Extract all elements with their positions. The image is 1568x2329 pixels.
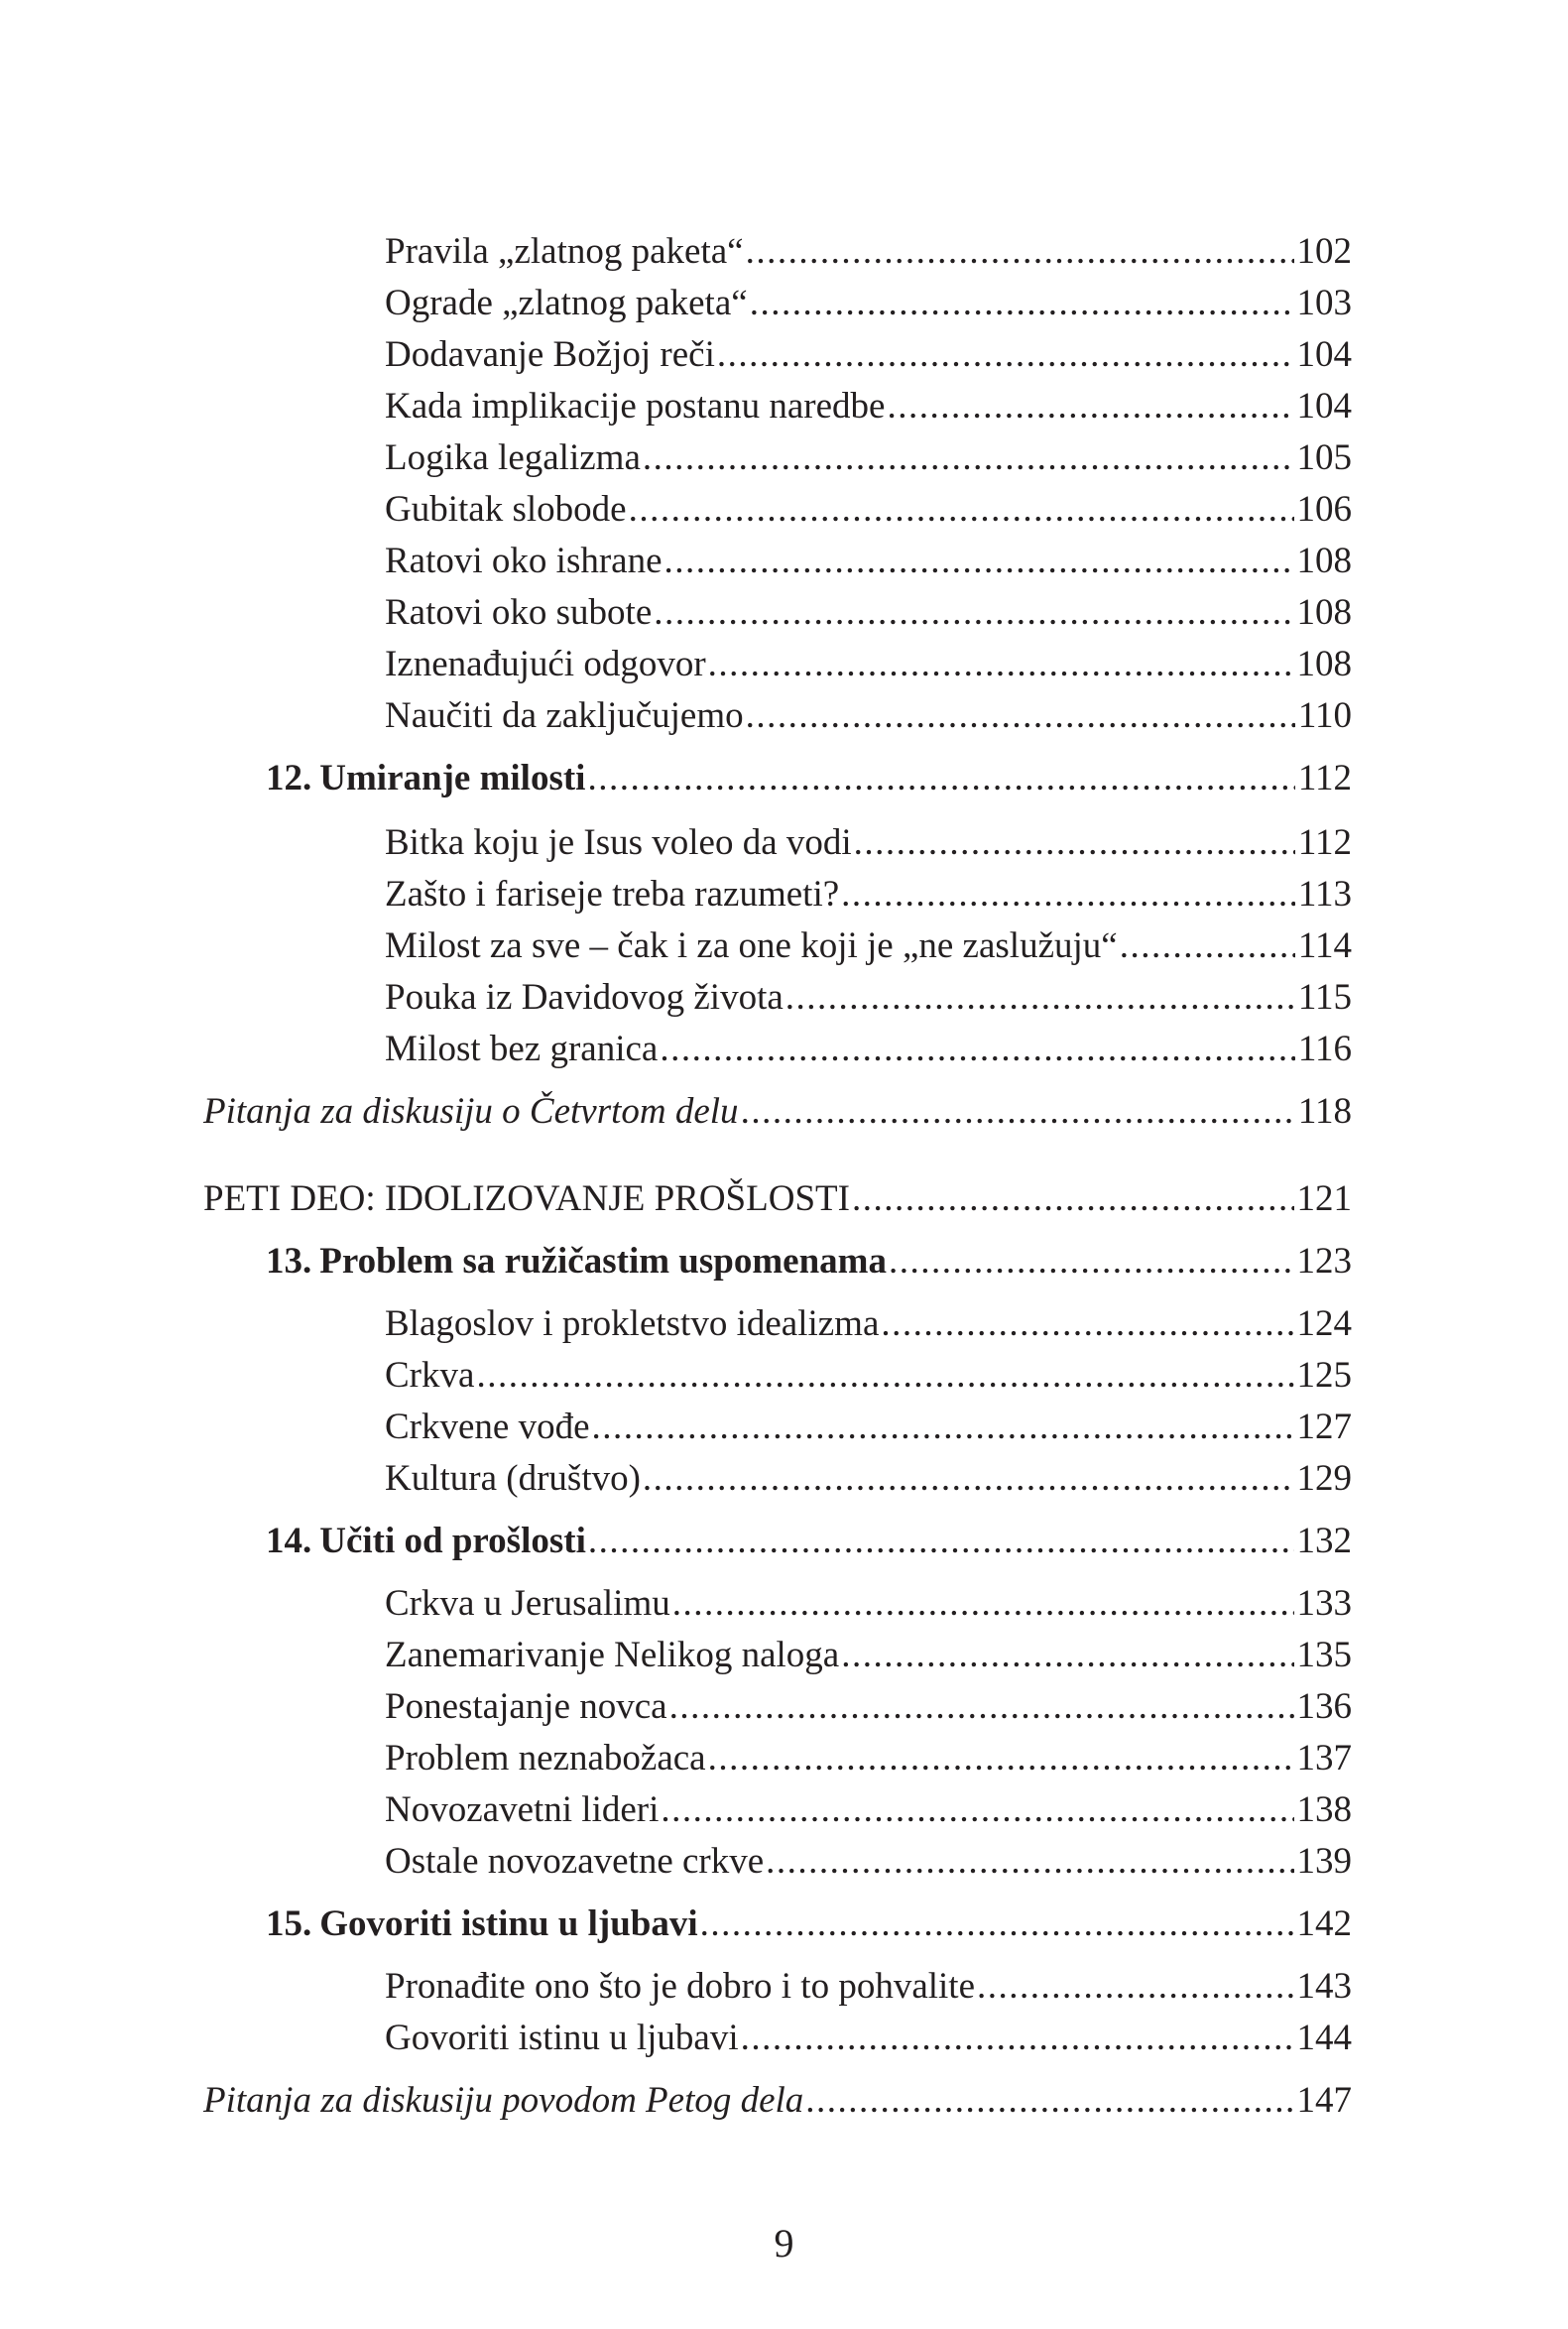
entry-title: Ostale novozavetne crkve bbox=[385, 1841, 765, 1882]
chapter-number: 13. bbox=[266, 1241, 312, 1282]
entry-title: Ratovi oko subote bbox=[385, 592, 653, 633]
entry-title: Zanemarivanje Nelikog naloga bbox=[385, 1635, 840, 1675]
entry-title: Ograde „zlatnog paketa“ bbox=[385, 283, 748, 323]
dot-leader bbox=[643, 1460, 1294, 1497]
entry-title: Logika legalizma bbox=[385, 437, 641, 478]
toc-section-entry bbox=[385, 1791, 1352, 1828]
toc-section-entry bbox=[385, 285, 1352, 321]
entry-page-number: 115 bbox=[1297, 977, 1352, 1018]
entry-page-number: 133 bbox=[1296, 1583, 1352, 1624]
entry-title: Govoriti istinu u ljubavi bbox=[385, 2018, 739, 2058]
toc-chapter-entry bbox=[266, 1523, 1352, 1559]
toc-section-entry bbox=[385, 927, 1352, 964]
toc-section-entry bbox=[385, 439, 1352, 476]
dot-leader bbox=[805, 2082, 1293, 2119]
dot-leader bbox=[587, 760, 1294, 797]
entry-page-number: 129 bbox=[1296, 1458, 1352, 1499]
entry-page-number: 139 bbox=[1296, 1841, 1352, 1882]
toc-section-entry bbox=[385, 646, 1352, 682]
toc-section-entry bbox=[385, 1688, 1352, 1725]
dot-leader bbox=[841, 876, 1295, 913]
entry-title: Gubitak slobode bbox=[385, 489, 627, 530]
entry-title: Pitanja za diskusiju o Četvrtom delu bbox=[203, 1091, 739, 1132]
entry-title: Problem sa ružičastim uspomenama bbox=[319, 1241, 887, 1282]
entry-title: Crkvene vođe bbox=[385, 1407, 590, 1447]
dot-leader bbox=[746, 233, 1294, 270]
toc-section-entry bbox=[385, 1409, 1352, 1445]
dot-leader bbox=[766, 1843, 1293, 1880]
entry-page-number: 147 bbox=[1296, 2080, 1352, 2121]
dot-leader bbox=[708, 1740, 1294, 1777]
entry-title: Crkva bbox=[385, 1355, 475, 1396]
entry-title: Pravila „zlatnog paketa“ bbox=[385, 231, 744, 272]
entry-page-number: 127 bbox=[1296, 1407, 1352, 1447]
dot-leader bbox=[672, 1585, 1294, 1622]
entry-title: PETI DEO: IDOLIZOVANJE PROŠLOSTI bbox=[203, 1178, 850, 1219]
toc-section-entry bbox=[385, 1740, 1352, 1777]
entry-page-number: 112 bbox=[1297, 822, 1352, 863]
toc-section-entry bbox=[385, 2020, 1352, 2056]
dot-leader bbox=[660, 1031, 1295, 1067]
entry-page-number: 106 bbox=[1296, 489, 1352, 530]
toc-section-entry bbox=[385, 979, 1352, 1016]
toc-section-entry bbox=[385, 336, 1352, 373]
entry-page-number: 136 bbox=[1296, 1686, 1352, 1727]
entry-title: Pronađite ono što je dobro i to pohvalite bbox=[385, 1966, 975, 2007]
entry-title: Novozavetni lideri bbox=[385, 1789, 660, 1830]
dot-leader bbox=[700, 1905, 1294, 1942]
toc-section-entry bbox=[385, 1968, 1352, 2005]
chapter-number: 15. bbox=[266, 1903, 312, 1944]
dot-leader bbox=[1120, 927, 1295, 964]
entry-title: Milost za sve – čak i za one koji je „ne zaslužuju“ bbox=[385, 925, 1118, 966]
dot-leader bbox=[476, 1357, 1293, 1394]
dot-leader bbox=[664, 543, 1294, 579]
toc-section-entry bbox=[385, 1460, 1352, 1497]
entry-title: Crkva u Jerusalimu bbox=[385, 1583, 670, 1624]
toc-section-entry bbox=[385, 233, 1352, 270]
entry-title: Iznenađujući odgovor bbox=[385, 644, 706, 684]
dot-leader bbox=[741, 1093, 1295, 1130]
entry-page-number: 124 bbox=[1296, 1303, 1352, 1344]
dot-leader bbox=[629, 491, 1294, 528]
entry-page-number: 116 bbox=[1297, 1029, 1352, 1069]
entry-title: Ponestajanje novca bbox=[385, 1686, 667, 1727]
entry-page-number: 108 bbox=[1296, 644, 1352, 684]
toc-section-entry bbox=[385, 1305, 1352, 1342]
entry-page-number: 142 bbox=[1296, 1903, 1352, 1944]
toc-section-entry bbox=[385, 824, 1352, 861]
entry-page-number: 123 bbox=[1296, 1241, 1352, 1282]
dot-leader bbox=[669, 1688, 1294, 1725]
entry-page-number: 144 bbox=[1296, 2018, 1352, 2058]
entry-page-number: 143 bbox=[1296, 1966, 1352, 2007]
entry-title: Milost bez granica bbox=[385, 1029, 659, 1069]
entry-title: Dodavanje Božjoj reči bbox=[385, 334, 715, 375]
entry-page-number: 104 bbox=[1296, 334, 1352, 375]
toc-section-entry bbox=[385, 876, 1352, 913]
toc-section-entry bbox=[385, 697, 1352, 734]
dot-leader bbox=[717, 336, 1294, 373]
dot-leader bbox=[661, 1791, 1293, 1828]
dot-leader bbox=[881, 1305, 1293, 1342]
entry-title: Zašto i fariseje treba razumeti? bbox=[385, 874, 840, 915]
toc-chapter-entry bbox=[266, 1243, 1352, 1280]
entry-title: Kada implikacije postanu naredbe bbox=[385, 386, 886, 427]
dot-leader bbox=[643, 439, 1294, 476]
dot-leader bbox=[588, 1523, 1294, 1559]
toc-section-entry bbox=[385, 1585, 1352, 1622]
toc-section-entry bbox=[385, 1031, 1352, 1067]
entry-page-number: 110 bbox=[1297, 695, 1352, 736]
toc-section-entry bbox=[385, 543, 1352, 579]
entry-page-number: 114 bbox=[1297, 925, 1352, 966]
entry-title: Umiranje milosti bbox=[319, 758, 586, 798]
toc-section-entry bbox=[385, 594, 1352, 631]
entry-page-number: 104 bbox=[1296, 386, 1352, 427]
dot-leader bbox=[852, 1180, 1294, 1217]
toc-chapter-entry bbox=[266, 1905, 1352, 1942]
dot-leader bbox=[708, 646, 1294, 682]
entry-page-number: 125 bbox=[1296, 1355, 1352, 1396]
entry-page-number: 138 bbox=[1296, 1789, 1352, 1830]
entry-title: Govoriti istinu u ljubavi bbox=[319, 1903, 698, 1944]
dot-leader bbox=[592, 1409, 1294, 1445]
entry-page-number: 103 bbox=[1296, 283, 1352, 323]
entry-page-number: 108 bbox=[1296, 592, 1352, 633]
entry-title: Kultura (društvo) bbox=[385, 1458, 641, 1499]
dot-leader bbox=[741, 2020, 1294, 2056]
entry-page-number: 112 bbox=[1297, 758, 1352, 798]
entry-page-number: 108 bbox=[1296, 541, 1352, 581]
toc-section-entry bbox=[385, 388, 1352, 425]
toc-discussion-entry bbox=[203, 1093, 1352, 1130]
dot-leader bbox=[977, 1968, 1294, 2005]
toc-chapter-entry bbox=[266, 760, 1352, 797]
entry-page-number: 102 bbox=[1296, 231, 1352, 272]
dot-leader bbox=[841, 1637, 1293, 1673]
entry-page-number: 135 bbox=[1296, 1635, 1352, 1675]
entry-title: Naučiti da zaključujemo bbox=[385, 695, 744, 736]
entry-title: Blagoslov i prokletstvo idealizma bbox=[385, 1303, 880, 1344]
dot-leader bbox=[854, 824, 1295, 861]
toc-discussion-entry bbox=[203, 2082, 1352, 2119]
chapter-number: 12. bbox=[266, 758, 312, 798]
entry-page-number: 132 bbox=[1296, 1521, 1352, 1561]
dot-leader bbox=[654, 594, 1293, 631]
entry-page-number: 118 bbox=[1297, 1091, 1352, 1132]
entry-title: Pitanja za diskusiju povodom Petog dela bbox=[203, 2080, 804, 2121]
entry-title: Učiti od prošlosti bbox=[319, 1521, 586, 1561]
toc-part-entry bbox=[203, 1180, 1352, 1217]
toc-section-entry bbox=[385, 1637, 1352, 1673]
chapter-number: 14. bbox=[266, 1521, 312, 1561]
entry-page-number: 105 bbox=[1296, 437, 1352, 478]
dot-leader bbox=[746, 697, 1295, 734]
entry-page-number: 137 bbox=[1296, 1738, 1352, 1778]
entry-title: Problem neznabožaca bbox=[385, 1738, 706, 1778]
dot-leader bbox=[750, 285, 1294, 321]
dot-leader bbox=[785, 979, 1295, 1016]
entry-page-number: 113 bbox=[1297, 874, 1352, 915]
entry-page-number: 121 bbox=[1296, 1178, 1352, 1219]
toc-section-entry bbox=[385, 491, 1352, 528]
page-number: 9 bbox=[774, 2221, 794, 2266]
entry-title: Pouka iz Davidovog života bbox=[385, 977, 784, 1018]
entry-title: Bitka koju je Isus voleo da vodi bbox=[385, 822, 852, 863]
toc-section-entry bbox=[385, 1357, 1352, 1394]
dot-leader bbox=[889, 1243, 1294, 1280]
dot-leader bbox=[887, 388, 1293, 425]
toc-section-entry bbox=[385, 1843, 1352, 1880]
entry-title: Ratovi oko ishrane bbox=[385, 541, 663, 581]
